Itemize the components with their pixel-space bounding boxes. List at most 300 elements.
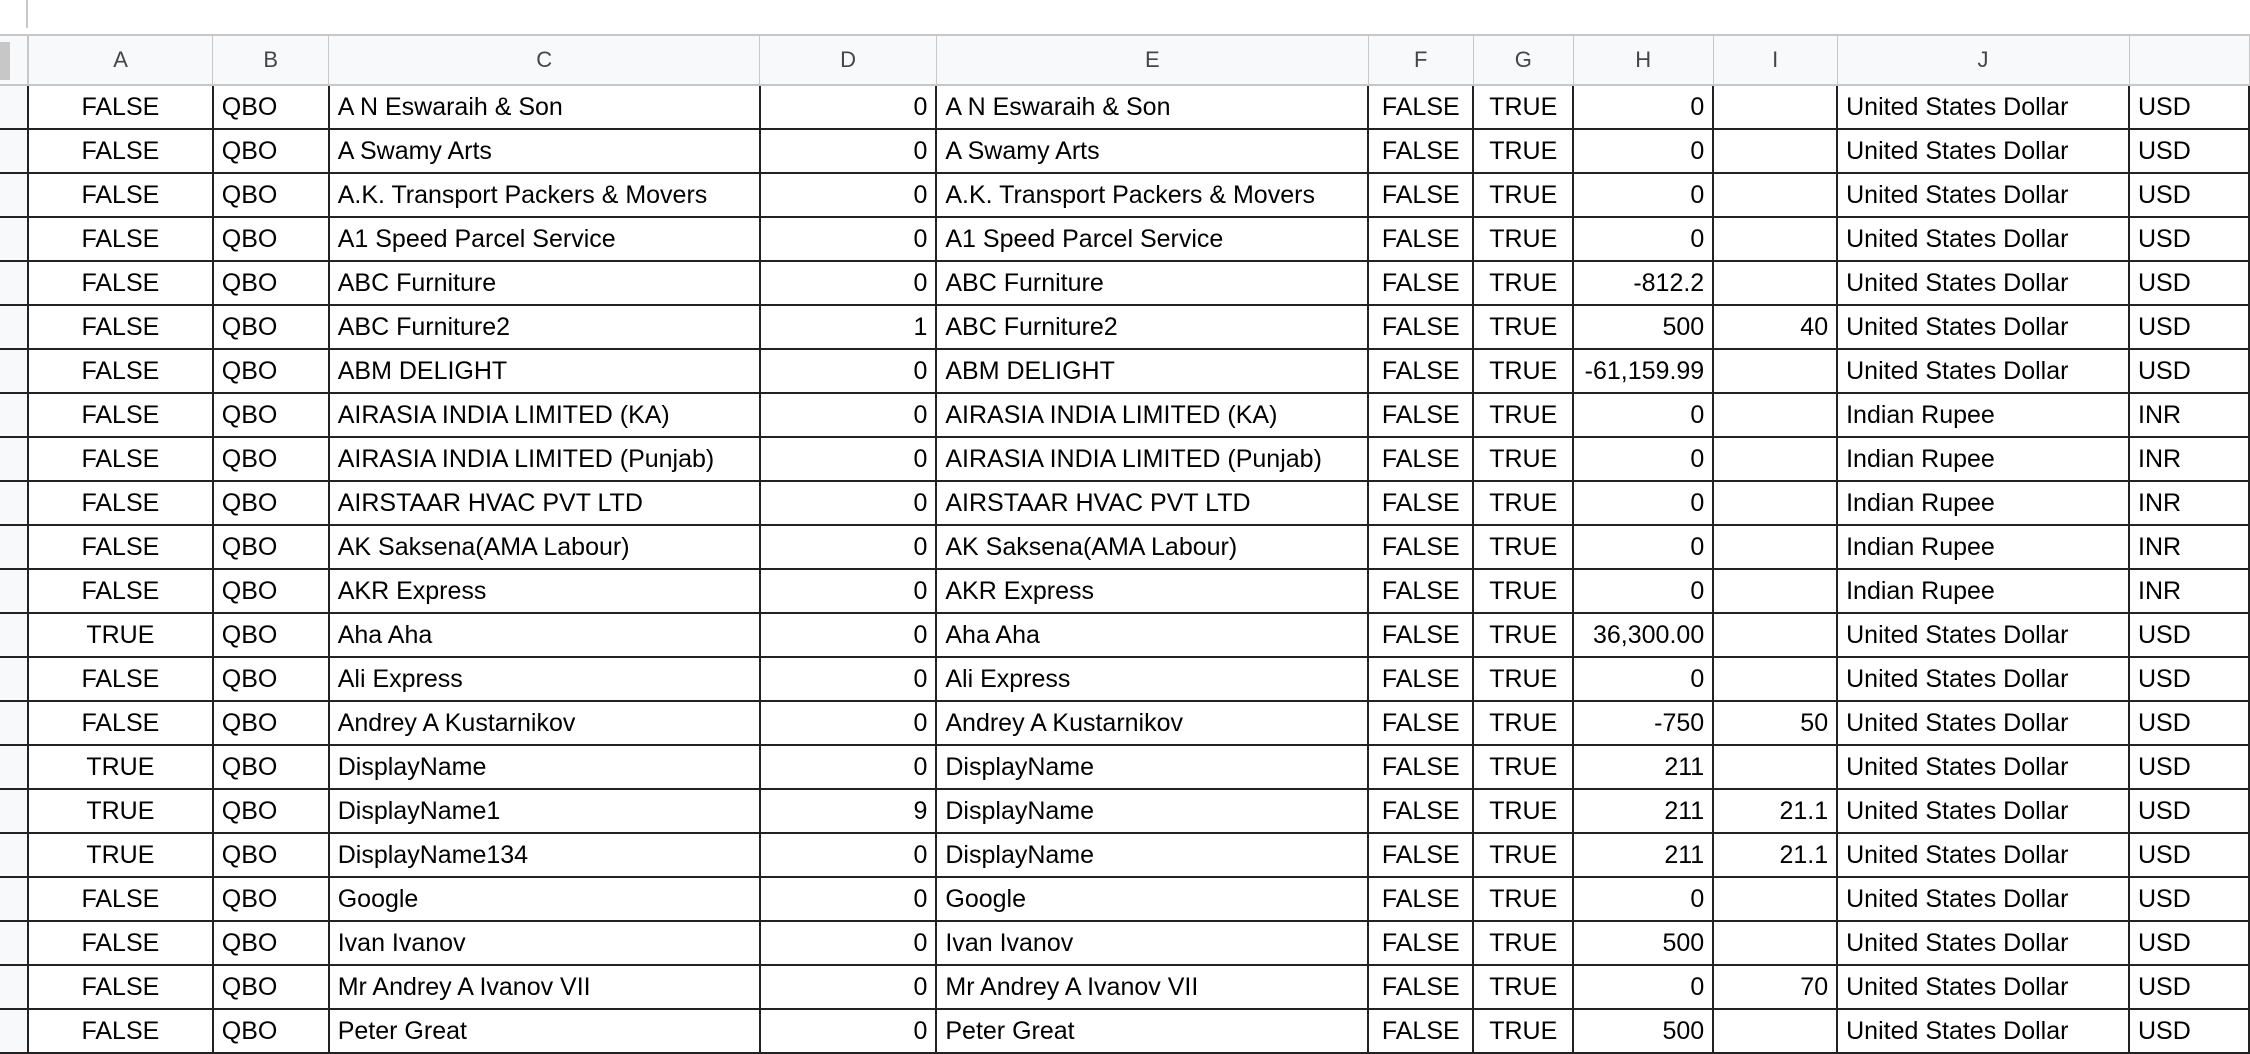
cell-j[interactable]: Indian Rupee bbox=[1837, 525, 2129, 569]
cell-h[interactable]: 0 bbox=[1573, 129, 1713, 173]
cell-b[interactable]: QBO bbox=[213, 305, 329, 349]
cell-g[interactable]: TRUE bbox=[1473, 613, 1573, 657]
cell-e[interactable]: A.K. Transport Packers & Movers bbox=[936, 173, 1368, 217]
cell-k[interactable]: USD bbox=[2129, 349, 2249, 393]
cell-g[interactable]: TRUE bbox=[1473, 525, 1573, 569]
cell-k[interactable]: INR bbox=[2129, 393, 2249, 437]
cell-h[interactable]: 0 bbox=[1573, 173, 1713, 217]
cell-i[interactable]: 70 bbox=[1713, 965, 1837, 1009]
row-header[interactable] bbox=[0, 1009, 28, 1053]
cell-h[interactable]: 211 bbox=[1573, 789, 1713, 833]
cell-g[interactable]: TRUE bbox=[1473, 877, 1573, 921]
cell-b[interactable]: QBO bbox=[213, 173, 329, 217]
row-header[interactable] bbox=[0, 701, 28, 745]
cell-k[interactable]: USD bbox=[2129, 745, 2249, 789]
cell-g[interactable]: TRUE bbox=[1473, 129, 1573, 173]
cell-e[interactable]: ABM DELIGHT bbox=[936, 349, 1368, 393]
table-row bbox=[0, 613, 2249, 657]
cell-e[interactable]: Mr Andrey A Ivanov VII bbox=[936, 965, 1368, 1009]
cell-k[interactable]: USD bbox=[2129, 657, 2249, 701]
row-header[interactable] bbox=[0, 173, 28, 217]
cell-e[interactable]: AK Saksena(AMA Labour) bbox=[936, 525, 1368, 569]
table-row bbox=[0, 129, 2249, 173]
cell-j[interactable]: United States Dollar bbox=[1837, 789, 2129, 833]
cell-d[interactable]: 0 bbox=[760, 173, 937, 217]
row-header[interactable] bbox=[0, 261, 28, 305]
cell-f[interactable]: FALSE bbox=[1368, 701, 1473, 745]
row-header[interactable] bbox=[0, 481, 28, 525]
cell-f[interactable]: FALSE bbox=[1368, 393, 1473, 437]
cell-c[interactable]: AIRASIA INDIA LIMITED (Punjab) bbox=[329, 437, 760, 481]
cell-g[interactable]: TRUE bbox=[1473, 701, 1573, 745]
cell-c[interactable]: ABM DELIGHT bbox=[329, 349, 760, 393]
cell-i[interactable] bbox=[1713, 393, 1837, 437]
cell-k[interactable]: INR bbox=[2129, 525, 2249, 569]
cell-d[interactable]: 0 bbox=[760, 701, 937, 745]
cell-k[interactable]: USD bbox=[2129, 129, 2249, 173]
row-header[interactable] bbox=[0, 569, 28, 613]
cell-f[interactable]: FALSE bbox=[1368, 921, 1473, 965]
cell-k[interactable]: USD bbox=[2129, 85, 2249, 129]
cell-j[interactable]: United States Dollar bbox=[1837, 173, 2129, 217]
cell-b[interactable]: QBO bbox=[213, 657, 329, 701]
cell-b[interactable]: QBO bbox=[213, 261, 329, 305]
cell-f[interactable]: FALSE bbox=[1368, 965, 1473, 1009]
cell-i[interactable] bbox=[1713, 525, 1837, 569]
cell-c[interactable]: A N Eswaraih & Son bbox=[329, 85, 760, 129]
column-header-row bbox=[0, 36, 2249, 85]
cell-e[interactable]: Google bbox=[936, 877, 1368, 921]
row-header[interactable] bbox=[0, 217, 28, 261]
cell-a[interactable]: FALSE bbox=[28, 481, 213, 525]
cell-b[interactable]: QBO bbox=[213, 569, 329, 613]
cell-f[interactable]: FALSE bbox=[1368, 833, 1473, 877]
cell-b[interactable]: QBO bbox=[213, 129, 329, 173]
table-row bbox=[0, 657, 2249, 701]
cell-j[interactable]: United States Dollar bbox=[1837, 129, 2129, 173]
cell-g[interactable]: TRUE bbox=[1473, 481, 1573, 525]
cell-b[interactable]: QBO bbox=[213, 437, 329, 481]
cell-k[interactable]: USD bbox=[2129, 217, 2249, 261]
cell-i[interactable] bbox=[1713, 85, 1837, 129]
cell-g[interactable]: TRUE bbox=[1473, 85, 1573, 129]
cell-i[interactable] bbox=[1713, 349, 1837, 393]
cell-d[interactable]: 0 bbox=[760, 745, 937, 789]
cell-d[interactable]: 1 bbox=[760, 305, 937, 349]
cell-j[interactable]: United States Dollar bbox=[1837, 701, 2129, 745]
cell-g[interactable]: TRUE bbox=[1473, 1009, 1573, 1053]
cell-b[interactable]: QBO bbox=[213, 833, 329, 877]
cell-f[interactable]: FALSE bbox=[1368, 657, 1473, 701]
cell-c[interactable]: DisplayName bbox=[329, 745, 760, 789]
row-header[interactable] bbox=[0, 833, 28, 877]
cell-a[interactable]: FALSE bbox=[28, 173, 213, 217]
cell-c[interactable]: Ali Express bbox=[329, 657, 760, 701]
row-header[interactable] bbox=[0, 745, 28, 789]
cell-j[interactable]: United States Dollar bbox=[1837, 217, 2129, 261]
cell-f[interactable]: FALSE bbox=[1368, 789, 1473, 833]
cell-d[interactable]: 9 bbox=[760, 789, 937, 833]
cell-a[interactable]: FALSE bbox=[28, 217, 213, 261]
cell-i[interactable] bbox=[1713, 261, 1837, 305]
table-row bbox=[0, 789, 2249, 833]
cell-g[interactable]: TRUE bbox=[1473, 569, 1573, 613]
cell-f[interactable]: FALSE bbox=[1368, 569, 1473, 613]
cell-j[interactable]: Indian Rupee bbox=[1837, 393, 2129, 437]
cell-h[interactable]: 36,300.00 bbox=[1573, 613, 1713, 657]
cell-c[interactable]: ABC Furniture2 bbox=[329, 305, 760, 349]
cell-b[interactable]: QBO bbox=[213, 85, 329, 129]
cell-c[interactable]: ABC Furniture bbox=[329, 261, 760, 305]
cell-a[interactable]: FALSE bbox=[28, 525, 213, 569]
cell-a[interactable]: FALSE bbox=[28, 393, 213, 437]
cell-i[interactable] bbox=[1713, 921, 1837, 965]
cell-b[interactable]: QBO bbox=[213, 701, 329, 745]
cell-f[interactable]: FALSE bbox=[1368, 525, 1473, 569]
cell-k[interactable]: USD bbox=[2129, 789, 2249, 833]
cell-k[interactable]: USD bbox=[2129, 833, 2249, 877]
table-row bbox=[0, 833, 2249, 877]
cell-e[interactable]: A Swamy Arts bbox=[936, 129, 1368, 173]
row-header[interactable] bbox=[0, 613, 28, 657]
row-header[interactable] bbox=[0, 877, 28, 921]
cell-j[interactable]: United States Dollar bbox=[1837, 657, 2129, 701]
table-row bbox=[0, 305, 2249, 349]
cell-h[interactable]: 0 bbox=[1573, 217, 1713, 261]
cell-j[interactable]: United States Dollar bbox=[1837, 921, 2129, 965]
cell-a[interactable]: TRUE bbox=[28, 789, 213, 833]
cell-b[interactable]: QBO bbox=[213, 525, 329, 569]
table-row bbox=[0, 701, 2249, 745]
cell-a[interactable]: FALSE bbox=[28, 1009, 213, 1053]
cell-b[interactable]: QBO bbox=[213, 481, 329, 525]
row-header[interactable] bbox=[0, 525, 28, 569]
cell-k[interactable]: USD bbox=[2129, 261, 2249, 305]
cell-j[interactable]: United States Dollar bbox=[1837, 965, 2129, 1009]
cell-j[interactable]: United States Dollar bbox=[1837, 261, 2129, 305]
row-header[interactable] bbox=[0, 657, 28, 701]
cell-f[interactable]: FALSE bbox=[1368, 173, 1473, 217]
cell-i[interactable] bbox=[1713, 657, 1837, 701]
column-header-b[interactable]: B bbox=[213, 36, 329, 85]
cell-e[interactable]: Ivan Ivanov bbox=[936, 921, 1368, 965]
cell-a[interactable]: FALSE bbox=[28, 877, 213, 921]
cell-f[interactable]: FALSE bbox=[1368, 217, 1473, 261]
cell-e[interactable]: AIRASIA INDIA LIMITED (Punjab) bbox=[936, 437, 1368, 481]
cell-j[interactable]: United States Dollar bbox=[1837, 833, 2129, 877]
cell-d[interactable]: 0 bbox=[760, 877, 937, 921]
cell-a[interactable]: FALSE bbox=[28, 701, 213, 745]
cell-e[interactable]: Aha Aha bbox=[936, 613, 1368, 657]
cell-b[interactable]: QBO bbox=[213, 1009, 329, 1053]
cell-h[interactable]: 0 bbox=[1573, 965, 1713, 1009]
cell-table bbox=[0, 36, 2250, 1054]
row-header[interactable] bbox=[0, 789, 28, 833]
cell-k[interactable]: INR bbox=[2129, 437, 2249, 481]
cell-g[interactable]: TRUE bbox=[1473, 833, 1573, 877]
table-row bbox=[0, 921, 2249, 965]
row-header[interactable] bbox=[0, 349, 28, 393]
column-header-a[interactable]: A bbox=[28, 36, 213, 85]
cell-h[interactable]: 211 bbox=[1573, 745, 1713, 789]
cell-b[interactable]: QBO bbox=[213, 613, 329, 657]
cell-k[interactable]: USD bbox=[2129, 701, 2249, 745]
cell-c[interactable]: Peter Great bbox=[329, 1009, 760, 1053]
cell-b[interactable]: QBO bbox=[213, 393, 329, 437]
cell-i[interactable] bbox=[1713, 481, 1837, 525]
cell-i[interactable]: 21.1 bbox=[1713, 789, 1837, 833]
cell-e[interactable]: AKR Express bbox=[936, 569, 1368, 613]
cell-h[interactable]: 0 bbox=[1573, 657, 1713, 701]
cell-h[interactable]: -61,159.99 bbox=[1573, 349, 1713, 393]
cell-b[interactable]: QBO bbox=[213, 217, 329, 261]
cell-k[interactable]: USD bbox=[2129, 305, 2249, 349]
cell-a[interactable]: FALSE bbox=[28, 965, 213, 1009]
cell-h[interactable]: 500 bbox=[1573, 305, 1713, 349]
table-row bbox=[0, 173, 2249, 217]
select-all-corner[interactable] bbox=[0, 36, 28, 85]
cell-g[interactable]: TRUE bbox=[1473, 173, 1573, 217]
table-row bbox=[0, 349, 2249, 393]
cell-e[interactable]: A1 Speed Parcel Service bbox=[936, 217, 1368, 261]
cell-i[interactable] bbox=[1713, 217, 1837, 261]
cell-c[interactable]: DisplayName134 bbox=[329, 833, 760, 877]
cell-h[interactable]: 0 bbox=[1573, 569, 1713, 613]
cell-g[interactable]: TRUE bbox=[1473, 349, 1573, 393]
cell-f[interactable]: FALSE bbox=[1368, 1009, 1473, 1053]
cell-h[interactable]: 0 bbox=[1573, 525, 1713, 569]
cell-c[interactable]: Ivan Ivanov bbox=[329, 921, 760, 965]
cell-d[interactable]: 0 bbox=[760, 525, 937, 569]
cell-i[interactable] bbox=[1713, 569, 1837, 613]
cell-h[interactable]: 0 bbox=[1573, 877, 1713, 921]
cell-i[interactable] bbox=[1713, 613, 1837, 657]
cell-f[interactable]: FALSE bbox=[1368, 613, 1473, 657]
cell-g[interactable]: TRUE bbox=[1473, 657, 1573, 701]
cell-i[interactable] bbox=[1713, 437, 1837, 481]
cell-d[interactable]: 0 bbox=[760, 569, 937, 613]
cell-j[interactable]: United States Dollar bbox=[1837, 1009, 2129, 1053]
cell-d[interactable]: 0 bbox=[760, 85, 937, 129]
cell-g[interactable]: TRUE bbox=[1473, 437, 1573, 481]
cell-d[interactable]: 0 bbox=[760, 965, 937, 1009]
cell-c[interactable]: Andrey A Kustarnikov bbox=[329, 701, 760, 745]
cell-a[interactable]: FALSE bbox=[28, 921, 213, 965]
cell-e[interactable]: DisplayName bbox=[936, 789, 1368, 833]
cell-a[interactable]: TRUE bbox=[28, 613, 213, 657]
cell-e[interactable]: A N Eswaraih & Son bbox=[936, 85, 1368, 129]
table-row bbox=[0, 85, 2249, 129]
cell-g[interactable]: TRUE bbox=[1473, 745, 1573, 789]
cell-e[interactable]: ABC Furniture bbox=[936, 261, 1368, 305]
cell-g[interactable]: TRUE bbox=[1473, 965, 1573, 1009]
cell-g[interactable]: TRUE bbox=[1473, 217, 1573, 261]
cell-e[interactable]: Ali Express bbox=[936, 657, 1368, 701]
cell-i[interactable] bbox=[1713, 173, 1837, 217]
cell-d[interactable]: 0 bbox=[760, 129, 937, 173]
cell-b[interactable]: QBO bbox=[213, 877, 329, 921]
table-row bbox=[0, 481, 2249, 525]
cell-b[interactable]: QBO bbox=[213, 349, 329, 393]
cell-j[interactable]: United States Dollar bbox=[1837, 349, 2129, 393]
cell-d[interactable]: 0 bbox=[760, 261, 937, 305]
cell-e[interactable]: DisplayName bbox=[936, 745, 1368, 789]
cell-c[interactable]: AIRSTAAR HVAC PVT LTD bbox=[329, 481, 760, 525]
row-header[interactable] bbox=[0, 437, 28, 481]
cell-i[interactable] bbox=[1713, 877, 1837, 921]
cell-e[interactable]: ABC Furniture2 bbox=[936, 305, 1368, 349]
cell-h[interactable]: 211 bbox=[1573, 833, 1713, 877]
cell-e[interactable]: AIRASIA INDIA LIMITED (KA) bbox=[936, 393, 1368, 437]
cell-a[interactable]: FALSE bbox=[28, 129, 213, 173]
cell-h[interactable]: 0 bbox=[1573, 85, 1713, 129]
cell-a[interactable]: FALSE bbox=[28, 85, 213, 129]
cell-k[interactable]: INR bbox=[2129, 569, 2249, 613]
table-row bbox=[0, 393, 2249, 437]
cell-a[interactable]: FALSE bbox=[28, 437, 213, 481]
cell-i[interactable] bbox=[1713, 1009, 1837, 1053]
cell-i[interactable]: 21.1 bbox=[1713, 833, 1837, 877]
cell-c[interactable]: A.K. Transport Packers & Movers bbox=[329, 173, 760, 217]
cell-d[interactable]: 0 bbox=[760, 833, 937, 877]
cell-h[interactable]: 0 bbox=[1573, 437, 1713, 481]
cell-c[interactable]: A1 Speed Parcel Service bbox=[329, 217, 760, 261]
table-row bbox=[0, 525, 2249, 569]
row-header[interactable] bbox=[0, 129, 28, 173]
table-row bbox=[0, 261, 2249, 305]
cell-b[interactable]: QBO bbox=[213, 965, 329, 1009]
cell-f[interactable]: FALSE bbox=[1368, 481, 1473, 525]
cell-a[interactable]: TRUE bbox=[28, 833, 213, 877]
cell-f[interactable]: FALSE bbox=[1368, 745, 1473, 789]
cell-d[interactable]: 0 bbox=[760, 613, 937, 657]
cell-e[interactable]: Andrey A Kustarnikov bbox=[936, 701, 1368, 745]
column-header-c[interactable]: C bbox=[329, 36, 760, 85]
column-header-f[interactable]: F bbox=[1368, 36, 1473, 85]
column-header-e[interactable]: E bbox=[936, 36, 1368, 85]
table-row bbox=[0, 965, 2249, 1009]
cell-k[interactable]: USD bbox=[2129, 613, 2249, 657]
cell-d[interactable]: 0 bbox=[760, 921, 937, 965]
cell-a[interactable]: FALSE bbox=[28, 569, 213, 613]
row-header[interactable] bbox=[0, 85, 28, 129]
column-header-k[interactable] bbox=[2129, 36, 2249, 85]
cell-b[interactable]: QBO bbox=[213, 921, 329, 965]
cell-c[interactable]: DisplayName1 bbox=[329, 789, 760, 833]
cell-g[interactable]: TRUE bbox=[1473, 393, 1573, 437]
cell-d[interactable]: 0 bbox=[760, 349, 937, 393]
corner-marker bbox=[0, 42, 10, 80]
cell-j[interactable]: United States Dollar bbox=[1837, 877, 2129, 921]
table-row bbox=[0, 877, 2249, 921]
cell-e[interactable]: AIRSTAAR HVAC PVT LTD bbox=[936, 481, 1368, 525]
cell-c[interactable]: A Swamy Arts bbox=[329, 129, 760, 173]
cell-i[interactable] bbox=[1713, 745, 1837, 789]
cell-i[interactable]: 50 bbox=[1713, 701, 1837, 745]
cell-a[interactable]: FALSE bbox=[28, 349, 213, 393]
cell-f[interactable]: FALSE bbox=[1368, 85, 1473, 129]
cell-d[interactable]: 0 bbox=[760, 437, 937, 481]
cell-i[interactable]: 40 bbox=[1713, 305, 1837, 349]
cell-j[interactable]: Indian Rupee bbox=[1837, 437, 2129, 481]
cell-c[interactable]: Aha Aha bbox=[329, 613, 760, 657]
table-row bbox=[0, 217, 2249, 261]
cell-g[interactable]: TRUE bbox=[1473, 261, 1573, 305]
cell-a[interactable]: FALSE bbox=[28, 305, 213, 349]
cell-c[interactable]: AK Saksena(AMA Labour) bbox=[329, 525, 760, 569]
spreadsheet-grid bbox=[0, 36, 2250, 1054]
formula-bar-divider bbox=[26, 0, 28, 28]
cell-c[interactable]: AIRASIA INDIA LIMITED (KA) bbox=[329, 393, 760, 437]
cell-j[interactable]: Indian Rupee bbox=[1837, 569, 2129, 613]
cell-e[interactable]: Peter Great bbox=[936, 1009, 1368, 1053]
cell-f[interactable]: FALSE bbox=[1368, 129, 1473, 173]
cell-f[interactable]: FALSE bbox=[1368, 261, 1473, 305]
column-header-j[interactable]: J bbox=[1837, 36, 2129, 85]
cell-g[interactable]: TRUE bbox=[1473, 305, 1573, 349]
cell-f[interactable]: FALSE bbox=[1368, 349, 1473, 393]
cell-g[interactable]: TRUE bbox=[1473, 921, 1573, 965]
cell-k[interactable]: INR bbox=[2129, 481, 2249, 525]
cell-h[interactable]: -812.2 bbox=[1573, 261, 1713, 305]
column-header-g[interactable]: G bbox=[1473, 36, 1573, 85]
cell-a[interactable]: FALSE bbox=[28, 657, 213, 701]
cell-d[interactable]: 0 bbox=[760, 657, 937, 701]
cell-g[interactable]: TRUE bbox=[1473, 789, 1573, 833]
row-header[interactable] bbox=[0, 305, 28, 349]
cell-b[interactable]: QBO bbox=[213, 745, 329, 789]
cell-h[interactable]: 500 bbox=[1573, 1009, 1713, 1053]
row-header[interactable] bbox=[0, 393, 28, 437]
table-row bbox=[0, 1009, 2249, 1053]
cell-a[interactable]: TRUE bbox=[28, 745, 213, 789]
cell-c[interactable]: AKR Express bbox=[329, 569, 760, 613]
cell-h[interactable]: 0 bbox=[1573, 481, 1713, 525]
cell-h[interactable]: -750 bbox=[1573, 701, 1713, 745]
cell-f[interactable]: FALSE bbox=[1368, 305, 1473, 349]
cell-b[interactable]: QBO bbox=[213, 789, 329, 833]
cell-k[interactable]: USD bbox=[2129, 1009, 2249, 1053]
cell-d[interactable]: 0 bbox=[760, 393, 937, 437]
cell-d[interactable]: 0 bbox=[760, 217, 937, 261]
cell-k[interactable]: USD bbox=[2129, 921, 2249, 965]
column-header-d[interactable]: D bbox=[760, 36, 937, 85]
cell-j[interactable]: United States Dollar bbox=[1837, 85, 2129, 129]
cell-j[interactable]: United States Dollar bbox=[1837, 745, 2129, 789]
cell-i[interactable] bbox=[1713, 129, 1837, 173]
cell-k[interactable]: USD bbox=[2129, 877, 2249, 921]
row-header[interactable] bbox=[0, 965, 28, 1009]
cell-f[interactable]: FALSE bbox=[1368, 437, 1473, 481]
cell-f[interactable]: FALSE bbox=[1368, 877, 1473, 921]
cell-a[interactable]: FALSE bbox=[28, 261, 213, 305]
column-header-i[interactable]: I bbox=[1713, 36, 1837, 85]
cell-k[interactable]: USD bbox=[2129, 965, 2249, 1009]
cell-h[interactable]: 0 bbox=[1573, 393, 1713, 437]
cell-h[interactable]: 500 bbox=[1573, 921, 1713, 965]
cell-k[interactable]: USD bbox=[2129, 173, 2249, 217]
cell-j[interactable]: United States Dollar bbox=[1837, 305, 2129, 349]
column-header-h[interactable]: H bbox=[1573, 36, 1713, 85]
cell-j[interactable]: United States Dollar bbox=[1837, 613, 2129, 657]
cell-d[interactable]: 0 bbox=[760, 481, 937, 525]
cell-d[interactable]: 0 bbox=[760, 1009, 937, 1053]
cell-e[interactable]: DisplayName bbox=[936, 833, 1368, 877]
cell-j[interactable]: Indian Rupee bbox=[1837, 481, 2129, 525]
cell-c[interactable]: Google bbox=[329, 877, 760, 921]
cell-c[interactable]: Mr Andrey A Ivanov VII bbox=[329, 965, 760, 1009]
row-header[interactable] bbox=[0, 921, 28, 965]
